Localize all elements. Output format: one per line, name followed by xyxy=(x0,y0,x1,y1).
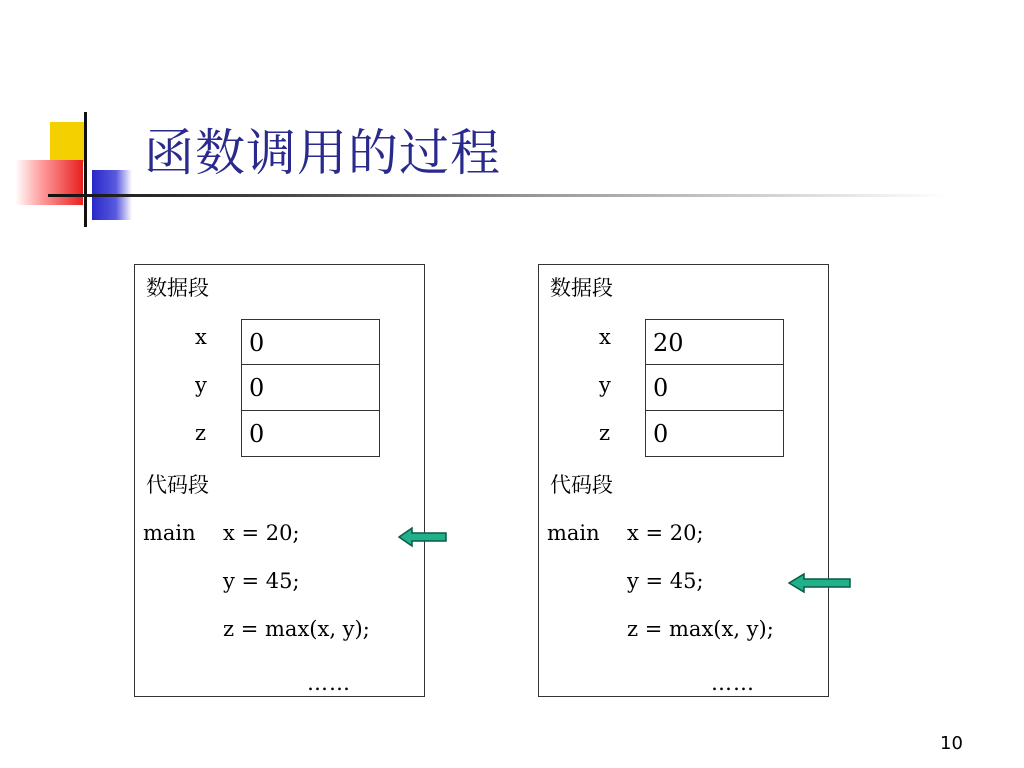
code-segment-label: 代码段 xyxy=(146,473,209,497)
var-y-label: y xyxy=(195,373,207,397)
memory-cells xyxy=(241,319,380,457)
code-line-3: z = max(x, y); xyxy=(627,617,774,641)
main-keyword: main xyxy=(143,521,196,545)
decor-yellow-square xyxy=(50,122,84,162)
memory-cell-y: 0 xyxy=(241,365,380,411)
code-line-2: y = 45; xyxy=(627,569,704,593)
slide-title: 函数调用的过程 xyxy=(144,124,501,182)
memory-cells xyxy=(645,319,784,457)
var-z-label: z xyxy=(599,421,611,445)
decor-vertical-line xyxy=(84,112,87,227)
memory-cell-z: 0 xyxy=(241,411,380,457)
code-line-3: z = max(x, y); xyxy=(223,617,370,641)
memory-cell-y: 0 xyxy=(645,365,784,411)
var-y-label: y xyxy=(599,373,611,397)
memory-cell-x: 20 xyxy=(645,319,784,365)
left-arrow-icon xyxy=(788,572,852,594)
var-x-label: x xyxy=(599,325,611,349)
code-ellipsis: …… xyxy=(307,671,351,695)
memory-cell-x: 0 xyxy=(241,319,380,365)
code-segment-label: 代码段 xyxy=(550,473,613,497)
code-line-1: x = 20; xyxy=(223,521,300,545)
page-number: 10 xyxy=(940,733,963,754)
code-line-2: y = 45; xyxy=(223,569,300,593)
data-segment-label: 数据段 xyxy=(146,276,209,300)
memory-panel-after xyxy=(538,264,829,697)
decor-red-square xyxy=(15,160,83,205)
memory-panel-before xyxy=(134,264,425,697)
code-line-1: x = 20; xyxy=(627,521,704,545)
data-segment-label: 数据段 xyxy=(550,276,613,300)
title-underline xyxy=(48,194,948,197)
main-keyword: main xyxy=(547,521,600,545)
var-z-label: z xyxy=(195,421,207,445)
var-x-label: x xyxy=(195,325,207,349)
left-arrow-icon xyxy=(398,526,448,548)
memory-cell-z: 0 xyxy=(645,411,784,457)
code-ellipsis: …… xyxy=(711,671,755,695)
